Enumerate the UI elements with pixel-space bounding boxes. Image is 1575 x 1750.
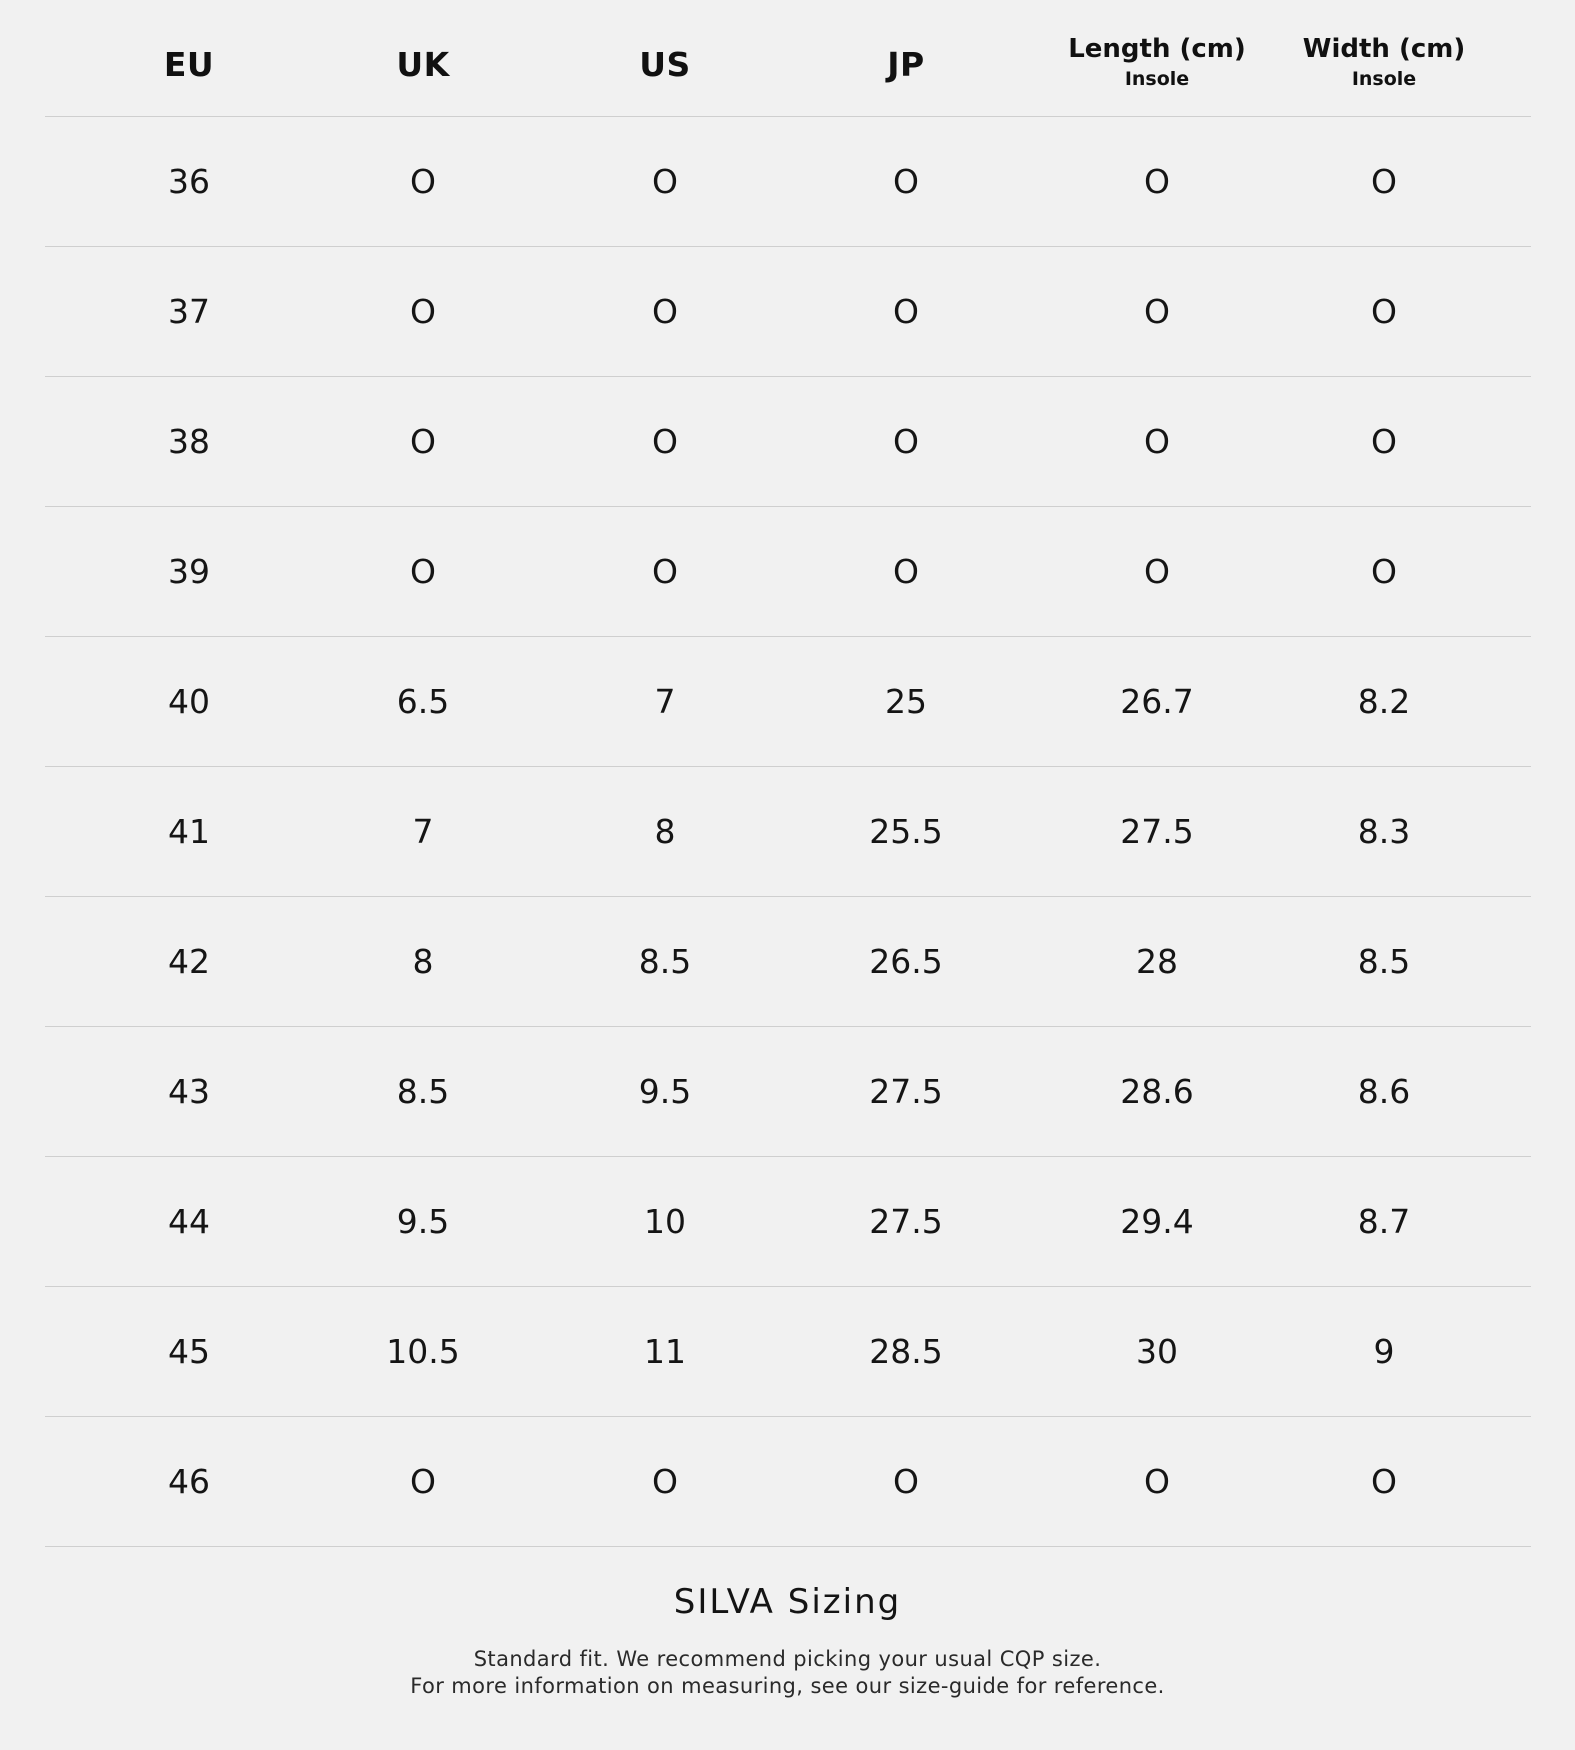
cell-value: 8.3: [1357, 812, 1411, 851]
cell-value: O: [893, 1462, 919, 1501]
cell-value: 39: [168, 552, 210, 591]
cell-value: 25.5: [869, 812, 943, 851]
cell-value: O: [652, 422, 678, 461]
cell-eu: [168, 767, 210, 896]
cell-value: O: [1144, 422, 1170, 461]
cell-value: 41: [168, 812, 210, 851]
header-width: [1303, 0, 1465, 116]
cell-width: [1358, 1027, 1410, 1156]
cell-width: [1371, 377, 1397, 506]
cell-eu: [168, 1417, 210, 1546]
cell-value: 29.4: [1120, 1202, 1194, 1241]
table-row: [45, 377, 1531, 507]
cell-jp: [869, 897, 942, 1026]
cell-uk: [410, 507, 436, 636]
cell-jp: [893, 377, 919, 506]
header-sublabel: Insole: [1124, 68, 1190, 90]
header-label: Length (cm): [1068, 34, 1246, 64]
cell-value: O: [1371, 422, 1397, 461]
cell-value: O: [1144, 552, 1170, 591]
cell-us: [652, 117, 678, 246]
table-row: [45, 1027, 1531, 1157]
cell-value: 8.6: [1357, 1072, 1411, 1111]
cell-us: [639, 1027, 691, 1156]
header-us: [639, 0, 691, 116]
cell-value: O: [1371, 162, 1397, 201]
header-label: Width (cm): [1302, 34, 1466, 64]
table-row: [45, 637, 1531, 767]
cell-value: O: [1371, 552, 1397, 591]
cell-us: [655, 767, 676, 896]
cell-length: [1120, 1157, 1193, 1286]
cell-value: O: [652, 552, 678, 591]
cell-width: [1358, 1157, 1410, 1286]
cell-eu: [168, 247, 210, 376]
cell-value: 9.5: [638, 1072, 692, 1111]
cell-us: [652, 507, 678, 636]
table-header-row: [45, 0, 1531, 117]
cell-value: 36: [168, 162, 210, 201]
table-row: [45, 117, 1531, 247]
header-jp: [887, 0, 924, 116]
cell-uk: [410, 377, 436, 506]
cell-value: 11: [644, 1332, 686, 1371]
cell-length: [1120, 767, 1193, 896]
cell-jp: [893, 117, 919, 246]
table-row: [45, 897, 1531, 1027]
cell-value: O: [1144, 292, 1170, 331]
cell-us: [639, 897, 691, 1026]
table-row: [45, 247, 1531, 377]
table-row: [45, 1417, 1531, 1547]
cell-length: [1144, 507, 1170, 636]
cell-length: [1120, 637, 1193, 766]
cell-uk: [410, 117, 436, 246]
cell-width: [1371, 1417, 1397, 1546]
cell-value: 8.7: [1357, 1202, 1411, 1241]
cell-value: O: [893, 292, 919, 331]
cell-value: 30: [1136, 1332, 1178, 1371]
cell-value: O: [410, 292, 436, 331]
cell-us: [644, 1287, 686, 1416]
cell-us: [652, 1417, 678, 1546]
cell-width: [1371, 247, 1397, 376]
cell-value: 44: [168, 1202, 210, 1241]
cell-value: O: [652, 162, 678, 201]
footer-line-1: Standard fit. We recommend picking your usual CQP size.: [473, 1647, 1102, 1671]
cell-value: 8.2: [1357, 682, 1411, 721]
cell-eu: [168, 1157, 210, 1286]
cell-value: 45: [168, 1332, 210, 1371]
cell-length: [1144, 1417, 1170, 1546]
header-eu: [164, 0, 214, 116]
cell-value: O: [410, 422, 436, 461]
cell-value: 27.5: [869, 1202, 943, 1241]
cell-value: O: [410, 162, 436, 201]
cell-value: O: [652, 1462, 678, 1501]
cell-eu: [168, 1027, 210, 1156]
cell-width: [1358, 637, 1410, 766]
cell-length: [1144, 247, 1170, 376]
size-chart-table: [45, 0, 1531, 1547]
cell-value: 28: [1136, 942, 1178, 981]
cell-value: O: [893, 552, 919, 591]
cell-jp: [893, 1417, 919, 1546]
cell-jp: [893, 507, 919, 636]
footer-line-2: For more information on measuring, see our size-guide for reference.: [410, 1674, 1165, 1698]
cell-eu: [168, 1287, 210, 1416]
header-label: US: [639, 44, 691, 84]
cell-length: [1144, 117, 1170, 246]
table-row: [45, 1287, 1531, 1417]
cell-eu: [168, 507, 210, 636]
cell-value: 8: [654, 812, 676, 851]
cell-eu: [168, 637, 210, 766]
cell-value: 7: [412, 812, 434, 851]
cell-value: 26.7: [1120, 682, 1194, 721]
cell-eu: [168, 377, 210, 506]
cell-width: [1358, 767, 1410, 896]
cell-value: 10: [644, 1202, 686, 1241]
table-row: [45, 1157, 1531, 1287]
cell-jp: [869, 1287, 942, 1416]
cell-value: 10.5: [386, 1332, 460, 1371]
cell-us: [644, 1157, 686, 1286]
cell-value: O: [1371, 292, 1397, 331]
cell-value: 9: [1373, 1332, 1395, 1371]
cell-length: [1120, 1027, 1193, 1156]
cell-uk: [397, 1157, 449, 1286]
cell-us: [652, 377, 678, 506]
cell-uk: [410, 247, 436, 376]
cell-value: 46: [168, 1462, 210, 1501]
cell-value: 9.5: [396, 1202, 450, 1241]
table-row: [45, 507, 1531, 637]
cell-us: [655, 637, 676, 766]
cell-eu: [168, 897, 210, 1026]
cell-uk: [397, 637, 449, 766]
cell-jp: [869, 1027, 942, 1156]
cell-jp: [885, 637, 927, 766]
cell-value: O: [652, 292, 678, 331]
cell-value: O: [1371, 1462, 1397, 1501]
cell-value: 27.5: [869, 1072, 943, 1111]
cell-value: 7: [654, 682, 676, 721]
cell-uk: [410, 1417, 436, 1546]
header-uk: [396, 0, 449, 116]
cell-width: [1371, 507, 1397, 636]
cell-jp: [893, 247, 919, 376]
cell-value: O: [1144, 162, 1170, 201]
cell-value: O: [1144, 1462, 1170, 1501]
cell-value: O: [410, 552, 436, 591]
cell-value: 40: [168, 682, 210, 721]
cell-value: 37: [168, 292, 210, 331]
cell-value: 8.5: [638, 942, 692, 981]
header-label: UK: [396, 44, 450, 84]
cell-value: 27.5: [1120, 812, 1194, 851]
cell-value: 8.5: [1357, 942, 1411, 981]
cell-jp: [869, 767, 942, 896]
cell-length: [1136, 1287, 1178, 1416]
cell-value: 38: [168, 422, 210, 461]
cell-value: 6.5: [396, 682, 450, 721]
cell-width: [1358, 897, 1410, 1026]
cell-value: 28.6: [1120, 1072, 1194, 1111]
footer: [0, 1582, 1575, 1700]
cell-length: [1136, 897, 1178, 1026]
cell-value: 25: [885, 682, 927, 721]
cell-uk: [386, 1287, 459, 1416]
cell-uk: [413, 767, 434, 896]
table-body: [45, 117, 1531, 1547]
cell-uk: [397, 1027, 449, 1156]
footer-title: SILVA Sizing: [673, 1582, 902, 1622]
cell-us: [652, 247, 678, 376]
cell-value: 43: [168, 1072, 210, 1111]
cell-value: O: [410, 1462, 436, 1501]
cell-width: [1371, 117, 1397, 246]
cell-value: 42: [168, 942, 210, 981]
header-label: EU: [163, 44, 215, 84]
cell-value: 8: [412, 942, 434, 981]
header-label: JP: [887, 44, 925, 84]
table-row: [45, 767, 1531, 897]
cell-eu: [168, 117, 210, 246]
cell-width: [1374, 1287, 1395, 1416]
cell-value: 26.5: [869, 942, 943, 981]
cell-value: O: [893, 162, 919, 201]
cell-value: O: [893, 422, 919, 461]
cell-uk: [413, 897, 434, 1026]
cell-value: 28.5: [869, 1332, 943, 1371]
header-length: [1068, 0, 1246, 116]
header-sublabel: Insole: [1351, 68, 1417, 90]
cell-length: [1144, 377, 1170, 506]
cell-jp: [869, 1157, 942, 1286]
cell-value: 8.5: [396, 1072, 450, 1111]
